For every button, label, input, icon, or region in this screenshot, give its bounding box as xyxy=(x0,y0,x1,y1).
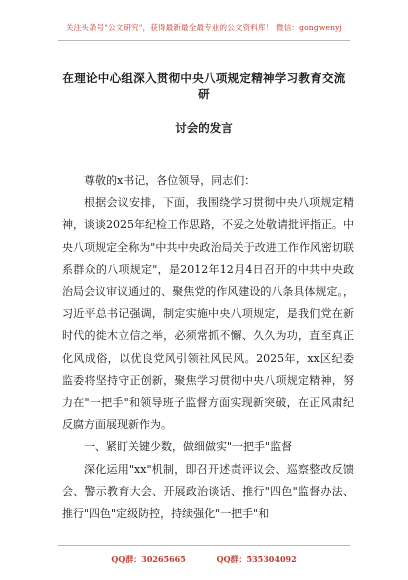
document-title-line-1: 在理论中心组深入贯彻中央八项规定精神学习教育交流研 xyxy=(62,71,346,101)
section-heading-1: 一、紧盯关键少数，做细做实"一把手"监督 xyxy=(84,440,293,454)
footer-qq-group-2: QQ群：535304092 xyxy=(216,554,297,564)
header-divider xyxy=(58,40,350,41)
footer-divider xyxy=(58,545,350,546)
document-body xyxy=(62,170,354,525)
document-title-line-2: 讨会的发言 xyxy=(175,121,233,135)
salutation: 尊敬的x书记，各位领导，同志们： xyxy=(84,174,256,187)
paragraph-2: 深化运用"xx"机制，即召开述责评议会、巡察整改反馈会、警示教育大会、开展政治谈话、推行"四色"监督办法、推行"四色"定级防控，持续强化"一把手"和 xyxy=(62,462,354,521)
footer-qq-group-1: QQ群：30265665 xyxy=(111,554,186,564)
footer xyxy=(0,554,408,565)
paragraph-1: 根据会议安排，下面，我围绕学习贯彻中央八项规定精神，谈谈2025年纪检工作思路，不妥之处敬请批评指正。中央八项规定全称为"中共中央政治局关于改进工作作风密切联系群众的八项规定"，是2012年12月4日召开的中共中央政治局会议审议通过的、聚焦党的作风建设的八条具体规定。，习近平总书记强调，制定实施中央八项规定，是我们党在新时代的徙木立信之举，必须常抓不懈、久久为功，直至真正化风成俗，以优良党风引领社风民风。2025年，xx区纪委监委将坚持守正创新，聚焦学习贯彻中央八项规定精神，努力在"一把手"和领导班子监督方面实现新突破，在正风肃纪反腐方面展现新作为。 xyxy=(62,196,354,432)
header-note: 关注头条号"公文研究"，获得最新最全最专业的公文资料库！ 微信：gongwenyj xyxy=(65,23,343,32)
